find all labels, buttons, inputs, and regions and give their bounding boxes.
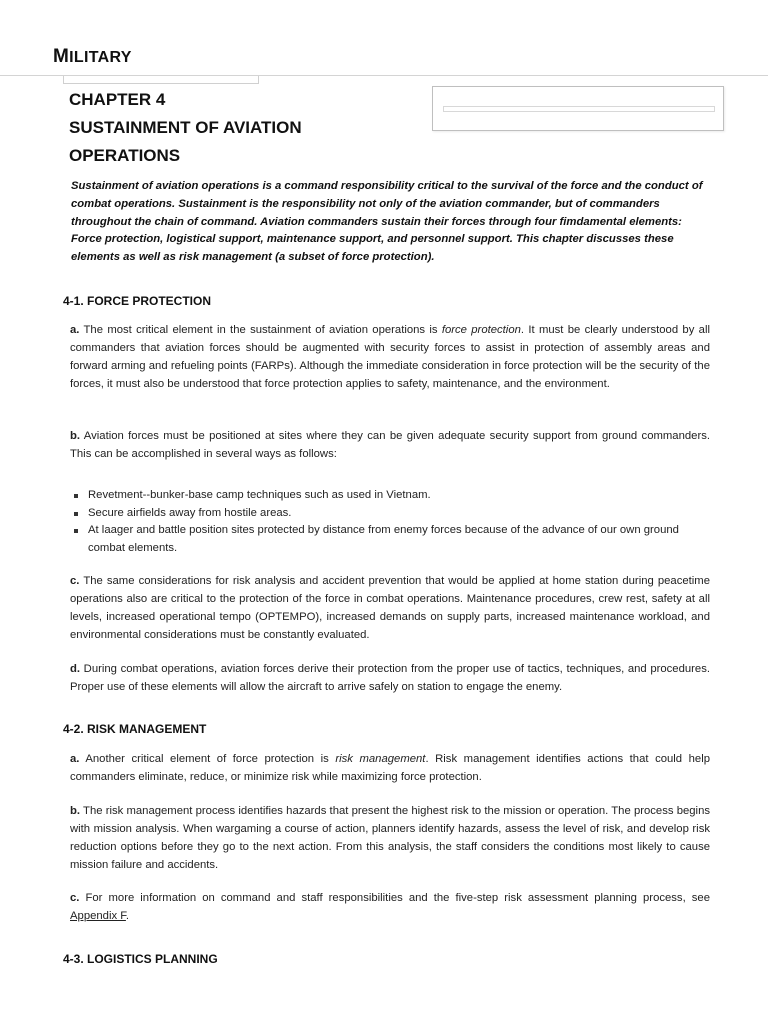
para-label: a. bbox=[70, 324, 80, 336]
list-item: Revetment--bunker-base camp techniques such as used in Vietnam. bbox=[70, 487, 710, 505]
bullet-list bbox=[70, 487, 710, 557]
para-label: d. bbox=[70, 663, 81, 675]
bullet-icon bbox=[74, 529, 78, 533]
paragraph-4-1-b: b. Aviation forces must be positioned at sites where they can be given adequate security support from ground commanders. This can be accomplished in several ways as follows: bbox=[70, 430, 710, 460]
header-tab-placeholder bbox=[63, 76, 259, 84]
paragraph-4-1-c: c. The same considerations for risk analysis and accident prevention that would be applied at home station during peacetime operations also are critical to the protection of the force in combat operations. Maintenance procedures, crew rest, safety at all levels, increased operational tempo (OPTEMPO), increased demands on supply parts, increased maintenance workload, and environmental considerations must be constantly evaluated. bbox=[70, 575, 710, 641]
para-label: c. bbox=[70, 892, 80, 904]
section-heading-logistics-planning: 4-3. LOGISTICS PLANNING bbox=[63, 952, 218, 966]
emphasis-term: force protection bbox=[441, 324, 521, 336]
appendix-f-link[interactable]: Appendix F bbox=[70, 910, 126, 922]
search-box-inner[interactable] bbox=[443, 106, 715, 112]
section-heading-force-protection: 4-1. FORCE PROTECTION bbox=[63, 294, 212, 308]
paragraph-4-2-b: b. The risk management process identifies hazards that present the highest risk to the mission or operation. The process begins with mission analysis. When wargaming a course of action, planners identify hazards, assess the level of risk, and develop risk reduction options before they go to the next action. From this analysis, the staff considers the conditions most likely to cause mission failure and accidents. bbox=[70, 805, 710, 871]
site-title[interactable]: MILITARY bbox=[53, 46, 132, 67]
paragraph-4-2-a: a. Another critical element of force protection is risk management. Risk management identifies actions that could help commanders eliminate, reduce, or minimize risk while maximizing force protection. bbox=[70, 753, 710, 783]
bullet-icon bbox=[74, 512, 78, 516]
para-label: c. bbox=[70, 575, 80, 587]
para-label: a. bbox=[70, 753, 80, 765]
paragraph-4-1-d: d. During combat operations, aviation forces derive their protection from the proper use of tactics, techniques, and procedures. Proper use of these elements will allow the aircraft to arrive safely on station to engage the enemy. bbox=[70, 663, 710, 693]
para-label: b. bbox=[70, 430, 81, 442]
search-box-placeholder[interactable] bbox=[432, 86, 724, 131]
chapter-title: SUSTAINMENT OF AVIATION OPERATIONS bbox=[69, 118, 302, 165]
chapter-intro: Sustainment of aviation operations is a command responsibility critical to the survival of the force and the conduct of combat operations. Sustainment is the responsibility not only of the aviation commander, but of commanders throughout the chain of command. Aviation commanders sustain their forces through four fimdamental elements: Force protection, logistical support, maintenance support, and personnel support. This chapter discusses these elements as well as risk management (a subset of force protection). bbox=[71, 180, 703, 264]
emphasis-term: risk management bbox=[335, 753, 426, 765]
site-header bbox=[0, 0, 768, 76]
section-heading-risk-management: 4-2. RISK MANAGEMENT bbox=[63, 722, 207, 736]
paragraph-4-1-a: a. The most critical element in the sustainment of aviation operations is force protection. It must be clearly understood by all commanders that aviation forces should be augmented with security forces to assist in protection of assembly areas and forward arming and refueling points (FARPs). Although the immediate consideration in force protection will be the security of the forces, it must also be understood that force protection applies to safety, maintenance, and the environment. bbox=[70, 324, 710, 390]
paragraph-4-2-c: c. For more information on command and staff responsibilities and the five-step risk assessment planning process, see Appendix F. bbox=[70, 892, 710, 922]
list-item: At laager and battle position sites protected by distance from enemy forces because of the advance of our own ground combat elements. bbox=[70, 522, 710, 557]
chapter-number: CHAPTER 4 bbox=[69, 90, 166, 109]
para-label: b. bbox=[70, 805, 81, 817]
chapter-heading bbox=[69, 87, 409, 170]
list-item: Secure airfields away from hostile areas. bbox=[70, 505, 710, 523]
bullet-icon bbox=[74, 494, 78, 498]
